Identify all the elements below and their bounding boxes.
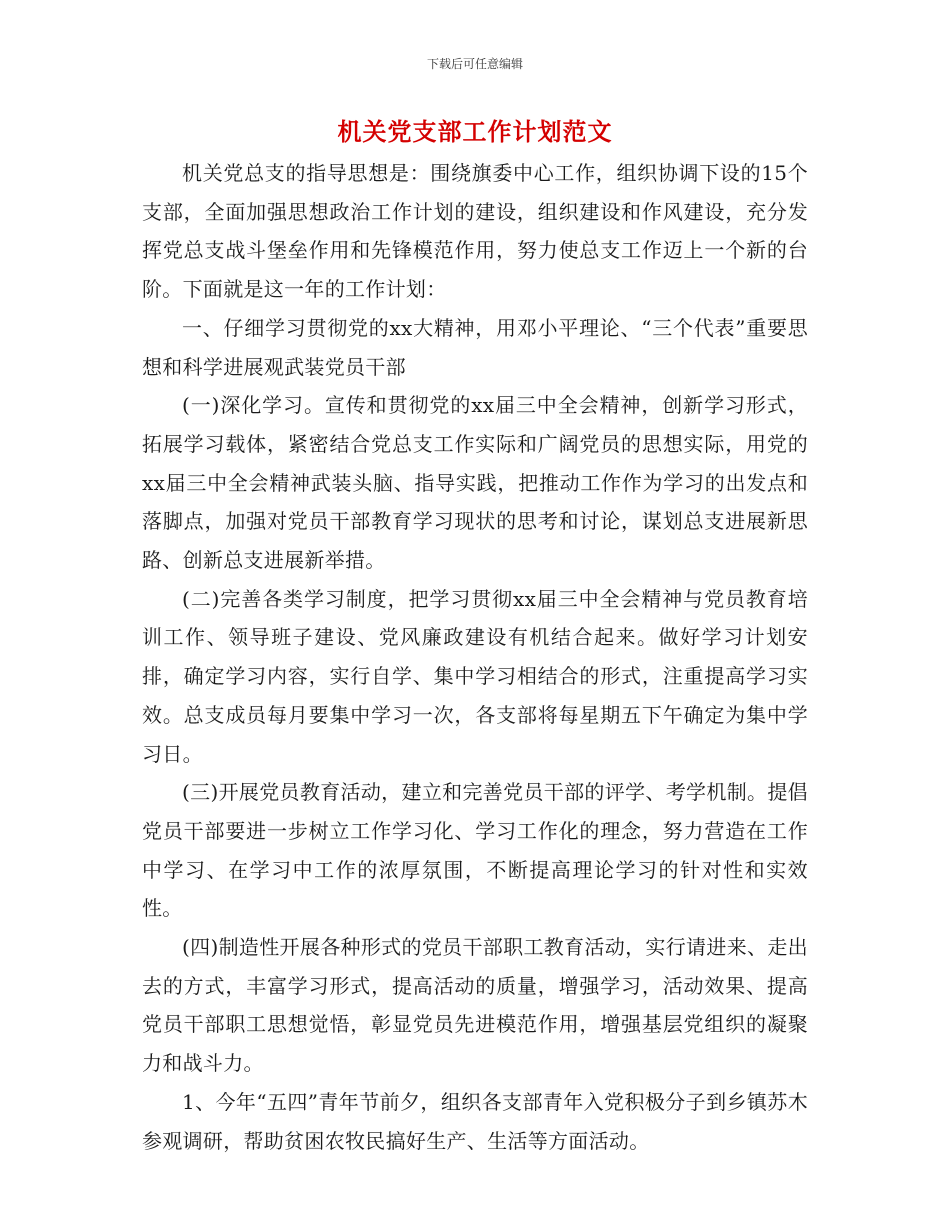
paragraph-item-3: (三)开展党员教育活动，建立和完善党员干部的评学、考学机制。提倡党员干部要进一步树立工作学习化、学习工作化的理念，努力营造在工作中学习、在学习中工作的浓厚氛围，不断提高理论学习的针对性和实效性。 [142, 780, 808, 921]
document-title: 机关党支部工作计划范文 [337, 117, 613, 146]
paragraph-item-4: (四)制造性开展各种形式的党员干部职工教育活动，实行请进来、走出去的方式，丰富学习形式，提高活动的质量，增强学习，活动效果、提高党员干部职工思想觉悟，彰显党员先进模范作用，增强基层党组织的凝聚力和战斗力。 [142, 935, 808, 1076]
header-note: 下载后可任意编辑 [426, 57, 523, 71]
paragraph-item-1: (一)深化学习。宣传和贯彻党的xx届三中全会精神，创新学习形式，拓展学习载体，紧密结合党总支工作实际和广阔党员的思想实际，用党的xx届三中全会精神武装头脑、指导实践，把推动工作作为学习的出发点和落脚点，加强对党员干部教育学习现状的思考和讨论，谋划总支进展新思路、创新总支进展新举措。 [142, 393, 808, 573]
paragraph-item-2: (二)完善各类学习制度，把学习贯彻xx届三中全会精神与党员教育培训工作、领导班子建设、党风廉政建设有机结合起来。做好学习计划安排，确定学习内容，实行自学、集中学习相结合的形式，注重提高学习实效。总支成员每月要集中学习一次，各支部将每星期五下午确定为集中学习日。 [142, 586, 808, 766]
paragraph-section-1: 一、仔细学习贯彻党的xx大精神，用邓小平理论、“三个代表”重要思想和科学进展观武装党员干部 [142, 315, 808, 379]
paragraph-subitem-1: 1、今年“五四”青年节前夕，组织各支部青年入党积极分子到乡镇苏木参观调研，帮助贫困农牧民搞好生产、生活等方面活动。 [142, 1089, 808, 1153]
document-body [142, 154, 808, 1160]
paragraph-intro: 机关党总支的指导思想是：围绕旗委中心工作，组织协调下设的15个支部，全面加强思想政治工作计划的建设，组织建设和作风建设，充分发挥党总支战斗堡垒作用和先锋模范作用，努力使总支工作迈上一个新的台阶。下面就是这一年的工作计划： [142, 161, 808, 302]
